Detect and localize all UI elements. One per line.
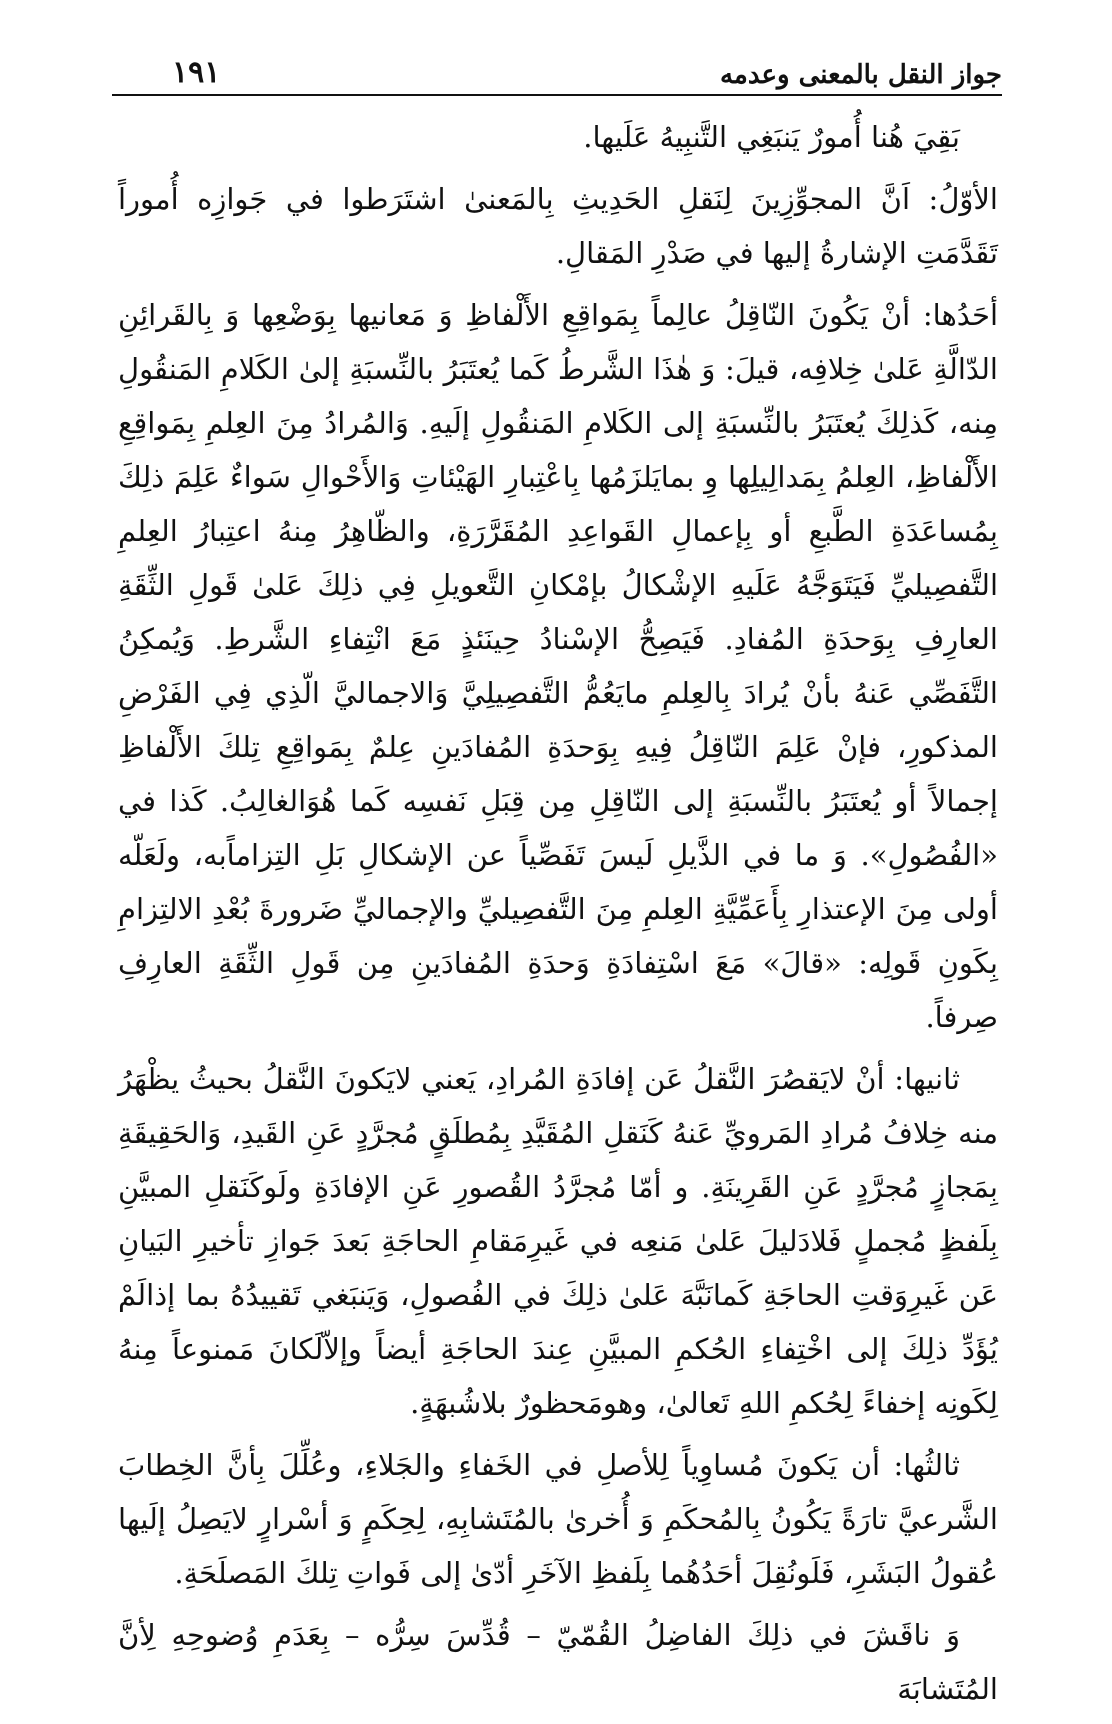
- paragraph-condition-one: أحَدُها: أنْ يَكُونَ النّاقِلُ عالِماً بِمَواقِعِ الأَلْفاظِ وَ مَعانيها بِوَضْعِها وَ بِالقَرائِنِ الدّالَّةِ عَلىٰ خِلافِه، قيلَ: وَ هٰذَا الشَّرطُ كَما يُعتَبَرُ بالنِّسبَةِ إلىٰ الكَلامِ المَنقُولِ مِنه، كَذلِكَ يُعتَبَرُ بالنِّسبَةِ إلى الكَلامِ المَنقُولِ إلَيهِ. وَالمُرادُ مِنَ العِلمِ بِمَواقِعِ الأَلْفاظِ، العِلمُ بِمَدالِيلِها وِ بمايَلزَمُها بِاعْتِبارِ الهَيْئاتِ وَالأَحْوالِ سَواءٌ عَلِمَ ذلِكَ بِمُساعَدَةِ الطَّبعِ أو بِإعمالِ القَواعِدِ المُقَرَّرَةِ، والظّاهِرُ مِنهُ اعتِبارُ العِلمِ التَّفصِيليِّ فَيَتَوَجَّهُ عَلَيهِ الإشْكالُ بإمْكانِ التَّعويلِ فِي ذلِكَ عَلىٰ قَولِ الثِّقَةِ العارِفِ بِوَحدَةِ المُفادِ. فَيَصِحُّ الإسْنادُ حِينَئذٍ مَعَ انْتِفاءِ الشَّرطِ. وَيُمكِنُ التَّفَصِّي عَنهُ بأنْ يُرادَ بِالعِلمِ مايَعُمُّ التَّفصِيلِيَّ وَالاجماليَّ الّذِي فِي الفَرْضِ المذكورِ، فإنْ عَلِمَ النّاقِلُ فِيهِ بِوَحدَةِ المُفادَينِ عِلمٌ بِمَواقِعِ تِلكَ الأَلْفاظِ إجمالاً أو يُعتَبَرُ بالنِّسبَةِ إلى النّاقِلِ مِن قِبَلِ نَفسِه كَما هُوَالغالِبُ. كَذا في «الفُصُولِ». وَ ما في الذَّيلِ لَيسَ تَفَصِّياً عن الإشكالِ بَلِ التِزاماًبه، ولَعَلّه أولى مِنَ الإعتذارِ بِأَعَمِّيَّةِ العِلمِ مِنَ التَّفصِيليِّ والإجماليِّ ضَرورةَ بُعْدِ الالتِزامِ بِكَونِ قَولِه: «قالَ» مَعَ اسْتِفادَةِ وَحدَةِ المُفادَينِ مِن قَولِ الثِّقَةِ العارِفِ صِرفاً.: [118, 298, 998, 1034]
- body-text: [118, 110, 998, 1724]
- paragraph-condition-two: ثانيها: أنْ لايَقصُرَ النَّقلُ عَن إفادَةِ المُرادِ، يَعني لايَكونَ النَّقلُ بحيثُ يظْهَرُ منه خِلافُ مُرادِ المَرويِّ عَنهُ كَنَقلِ المُقَيَّدِ بِمُطلَقٍ مُجرَّدٍ عَنِ القَيدِ، وَالحَقِيقَةِ بِمَجازٍ مُجرَّدٍ عَنِ القَرِينَةِ. و أمّا مُجرَّدُ القُصورِ عَنِ الإفادَةِ ولَوكَنَقلِ المبيَّنِ بِلَفظٍ مُجملٍ فَلادَليلَ عَلىٰ مَنعِه في غَيرِمَقامِ الحاجَةِ بَعدَ جَوازِ تأخيرِ البَيانِ عَن غَيرِوَقتِ الحاجَةِ كَمانَبَّهَ عَلىٰ ذلِكَ في الفُصولِ، وَيَنبَغي تَقييدُهُ بما إذالَمْ يُؤَدِّ ذلِكَ إلى اخْتِفاءِ الحُكمِ المبيَّنِ عِندَ الحاجَةِ أيضاً وإلاّلَكانَ مَمنوعاً مِنهُ لِكَونِه إخفاءً لِحُكمِ اللهِ تَعالىٰ، وهومَحظورٌ بلاشُبهَةٍ.: [118, 1062, 998, 1420]
- header-rule: [112, 94, 1002, 96]
- paragraph-first: الأوّلُ: اَنَّ المجوِّزِينَ لِنَقلِ الحَدِيثِ بِالمَعنىٰ اشتَرَطوا في جَوازِه أُموراً تَقَدَّمَتِ الإشارةُ إليها في صَدْرِ المَقالِ.: [118, 182, 998, 270]
- page-number: ١٩١: [172, 55, 221, 90]
- paragraph-intro: بَقِيَ هُنا أُمورٌ يَنبَغِي التَّنبِيهُ عَلَيها.: [583, 120, 960, 154]
- paragraph-discussion: وَ ناقَشَ في ذلِكَ الفاضِلُ القُمّيّ – قُدِّسَ سِرُّه – بِعَدَمِ وُضوحِهِ لِأنَّ المُتَشابَهَ: [118, 1618, 998, 1706]
- running-title: جواز النقل بالمعنى وعدمه: [719, 60, 1002, 90]
- paragraph-condition-three: ثالثُها: أن يَكونَ مُساوِياً لِلأصلِ في الخَفاءِ والجَلاءِ، وعُلِّلَ بِأنَّ الخِطابَ الشَّرعيَّ تارَةً يَكُونُ بِالمُحكَمِ وَ أُخرىٰ بالمُتَشابِهِ، لِحِكَمٍ وَ أسْرارٍ لايَصِلُ إلَيها عُقولُ البَشَرِ، فَلَونُقِلَ أحَدُهُما بِلَفظِ الآخَرِ أدّىٰ إلى فَواتِ تِلكَ المَصلَحَةِ.: [118, 1448, 998, 1590]
- page-header: [112, 44, 1002, 90]
